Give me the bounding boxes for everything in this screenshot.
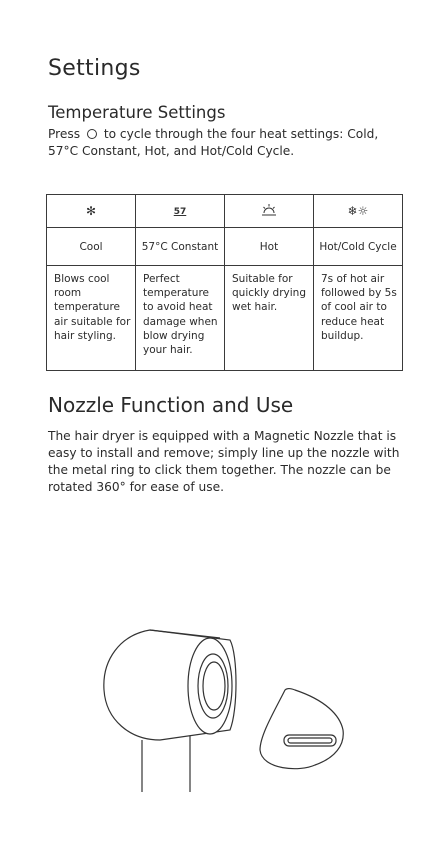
- table-icon-cell: [47, 195, 136, 228]
- temperature-intro: [48, 126, 398, 160]
- column-description: Suitable for quickly drying wet hair.: [225, 266, 314, 371]
- column-description: Blows cool room temperature air suitable for hair styling.: [47, 266, 136, 371]
- table-icon-cell: [225, 195, 314, 228]
- snowflake-icon: ✻: [85, 204, 97, 218]
- 57-degree-icon: 57: [173, 207, 187, 217]
- temperature-heading: Temperature Settings: [48, 103, 226, 122]
- page-title: Settings: [48, 56, 141, 81]
- intro-before: Press: [48, 127, 81, 141]
- column-name: 57°C Constant: [136, 228, 225, 266]
- sun-icon: [261, 203, 277, 217]
- nozzle-heading: Nozzle Function and Use: [48, 393, 294, 417]
- power-button-icon: [87, 129, 97, 139]
- heat-settings-table: [46, 194, 403, 371]
- column-name: Hot: [225, 228, 314, 266]
- column-description: Perfect temperature to avoid heat damage when blow drying your hair.: [136, 266, 225, 371]
- table-icon-cell: [314, 195, 403, 228]
- column-name: Cool: [47, 228, 136, 266]
- column-name: Hot/Cold Cycle: [314, 228, 403, 266]
- cycle-icon: ❄☼: [347, 204, 369, 218]
- hair-dryer-illustration: [90, 620, 360, 805]
- table-icon-cell: [136, 195, 225, 228]
- nozzle-text: The hair dryer is equipped with a Magnetic Nozzle that is easy to install and remove; simply line up the nozzle with the metal ring to click them together. The nozzle can be rotated 360° for ease of use.: [48, 429, 400, 494]
- column-description: 7s of hot air followed by 5s of cool air to reduce heat buildup.: [314, 266, 403, 371]
- intro-after: to cycle through the four heat settings: Cold, 57°C Constant, Hot, and Hot/Cold Cycle.: [48, 127, 379, 158]
